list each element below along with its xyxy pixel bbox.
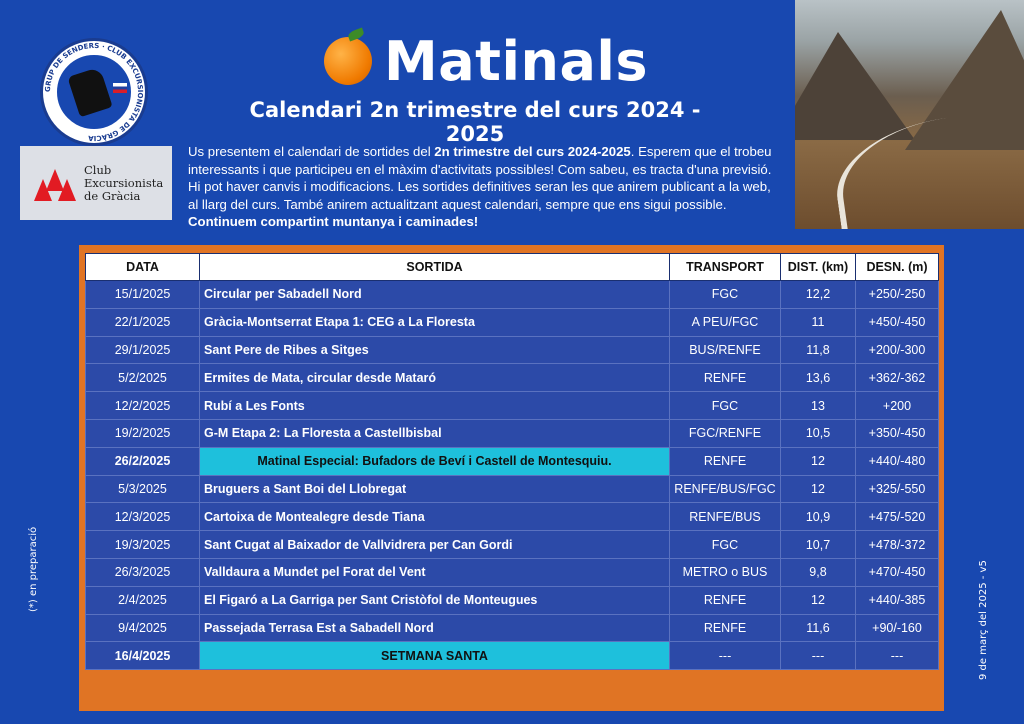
cell-date: 29/1/2025 bbox=[86, 336, 200, 364]
cell-elevation: --- bbox=[856, 642, 939, 670]
cell-distance: 13 bbox=[781, 392, 856, 420]
cell-date: 5/2/2025 bbox=[86, 364, 200, 392]
table-row bbox=[86, 281, 939, 309]
cell-elevation: +475/-520 bbox=[856, 503, 939, 531]
cell-transport: RENFE bbox=[670, 447, 781, 475]
cell-route: Sant Pere de Ribes a Sitges bbox=[200, 336, 670, 364]
cell-transport: RENFE/BUS/FGC bbox=[670, 475, 781, 503]
svg-text:GRUP DE SENDERS · CLUB EXCURSI: GRUP DE SENDERS · CLUB EXCURSIONISTA DE GRÀCIA bbox=[43, 41, 145, 143]
cell-elevation: +200/-300 bbox=[856, 336, 939, 364]
table-row bbox=[86, 336, 939, 364]
cell-route: Valldaura a Mundet pel Forat del Vent bbox=[200, 558, 670, 586]
cell-distance: 10,5 bbox=[781, 419, 856, 447]
col-header-elevation: DESN. (m) bbox=[856, 254, 939, 281]
cell-date: 12/3/2025 bbox=[86, 503, 200, 531]
table-row bbox=[86, 475, 939, 503]
mountain-photo bbox=[795, 0, 1024, 229]
cell-route: SETMANA SANTA bbox=[200, 642, 670, 670]
cell-elevation: +325/-550 bbox=[856, 475, 939, 503]
cell-route: El Figaró a La Garriga per Sant Cristòfol de Monteugues bbox=[200, 586, 670, 614]
cell-date: 19/2/2025 bbox=[86, 419, 200, 447]
cell-date: 15/1/2025 bbox=[86, 281, 200, 309]
cell-date: 9/4/2025 bbox=[86, 614, 200, 642]
cell-distance: 12,2 bbox=[781, 281, 856, 309]
cell-elevation: +362/-362 bbox=[856, 364, 939, 392]
cell-transport: RENFE bbox=[670, 586, 781, 614]
cell-route: Circular per Sabadell Nord bbox=[200, 281, 670, 309]
table-row bbox=[86, 503, 939, 531]
cell-distance: 12 bbox=[781, 475, 856, 503]
cell-date: 22/1/2025 bbox=[86, 308, 200, 336]
version-note: 9 de març del 2025 - v5 bbox=[978, 560, 989, 680]
cell-elevation: +470/-450 bbox=[856, 558, 939, 586]
club-mark-icon bbox=[34, 163, 78, 203]
cell-transport: FGC bbox=[670, 392, 781, 420]
cell-transport: FGC bbox=[670, 531, 781, 559]
cell-elevation: +450/-450 bbox=[856, 308, 939, 336]
cell-route: G-M Etapa 2: La Floresta a Castellbisbal bbox=[200, 419, 670, 447]
preparation-note: (*) en preparació bbox=[28, 526, 39, 612]
cell-distance: 11 bbox=[781, 308, 856, 336]
table-row bbox=[86, 419, 939, 447]
table-row bbox=[86, 531, 939, 559]
cell-distance: 10,7 bbox=[781, 531, 856, 559]
cell-elevation: +440/-385 bbox=[856, 586, 939, 614]
cell-date: 5/3/2025 bbox=[86, 475, 200, 503]
intro-paragraph: Us presentem el calendari de sortides del 2n trimestre del curs 2024-2025. Esperem que el trobeu interessants i que participeu en el màxim d'activitats possibles! Com sabeu, es tracta d'una previsió. Hi pot haver canvis i modificacions. Les sortides definitives seran les que anirem publicant a la web, al llarg del curs. També anirem actualitzant aquest calendari, sempre que ens sigui possible. Continuem compartint muntanya i caminades! bbox=[188, 144, 772, 230]
cell-elevation: +200 bbox=[856, 392, 939, 420]
cell-date: 26/3/2025 bbox=[86, 558, 200, 586]
cell-distance: 12 bbox=[781, 447, 856, 475]
cell-date: 19/3/2025 bbox=[86, 531, 200, 559]
cell-route: Cartoixa de Montealegre desde Tiana bbox=[200, 503, 670, 531]
cell-distance: 13,6 bbox=[781, 364, 856, 392]
cell-route: Rubí a Les Fonts bbox=[200, 392, 670, 420]
cell-transport: METRO o BUS bbox=[670, 558, 781, 586]
cell-route: Passejada Terrasa Est a Sabadell Nord bbox=[200, 614, 670, 642]
club-name: Club Excursionista de Gràcia bbox=[84, 162, 164, 203]
table-row bbox=[86, 586, 939, 614]
cell-distance: 11,8 bbox=[781, 336, 856, 364]
col-header-distance: DIST. (km) bbox=[781, 254, 856, 281]
cell-route: Gràcia-Montserrat Etapa 1: CEG a La Floresta bbox=[200, 308, 670, 336]
cell-date: 26/2/2025 bbox=[86, 447, 200, 475]
cell-distance: 12 bbox=[781, 586, 856, 614]
table-row bbox=[86, 614, 939, 642]
club-logo bbox=[20, 146, 172, 220]
cell-distance: 11,6 bbox=[781, 614, 856, 642]
page-subtitle: Calendari 2n trimestre del curs 2024 - 2025 bbox=[249, 98, 701, 146]
col-header-route: SORTIDA bbox=[200, 254, 670, 281]
cell-route: Matinal Especial: Bufadors de Beví i Castell de Montesquiu. bbox=[200, 447, 670, 475]
cell-transport: RENFE bbox=[670, 614, 781, 642]
cell-transport: FGC bbox=[670, 281, 781, 309]
cell-elevation: +350/-450 bbox=[856, 419, 939, 447]
cell-route: Ermites de Mata, circular desde Mataró bbox=[200, 364, 670, 392]
cell-transport: A PEU/FGC bbox=[670, 308, 781, 336]
cell-transport: --- bbox=[670, 642, 781, 670]
cell-route: Bruguers a Sant Boi del Llobregat bbox=[200, 475, 670, 503]
table-row bbox=[86, 392, 939, 420]
calendar-table bbox=[85, 253, 939, 670]
cell-distance: --- bbox=[781, 642, 856, 670]
cell-distance: 10,9 bbox=[781, 503, 856, 531]
cell-elevation: +90/-160 bbox=[856, 614, 939, 642]
table-header-row bbox=[86, 254, 939, 281]
table-row bbox=[86, 558, 939, 586]
cell-date: 12/2/2025 bbox=[86, 392, 200, 420]
col-header-transport: TRANSPORT bbox=[670, 254, 781, 281]
cell-elevation: +250/-250 bbox=[856, 281, 939, 309]
orange-icon bbox=[324, 37, 372, 85]
cell-date: 2/4/2025 bbox=[86, 586, 200, 614]
table-row bbox=[86, 364, 939, 392]
cell-transport: BUS/RENFE bbox=[670, 336, 781, 364]
page-title: Matinals bbox=[384, 29, 649, 93]
col-header-date: DATA bbox=[86, 254, 200, 281]
table-row bbox=[86, 308, 939, 336]
cell-date: 16/4/2025 bbox=[86, 642, 200, 670]
title-row bbox=[324, 28, 648, 94]
cell-transport: FGC/RENFE bbox=[670, 419, 781, 447]
cell-route: Sant Cugat al Baixador de Vallvidrera per Can Gordi bbox=[200, 531, 670, 559]
table-row bbox=[86, 447, 939, 475]
cell-distance: 9,8 bbox=[781, 558, 856, 586]
calendar-panel bbox=[79, 245, 944, 711]
table-row bbox=[86, 642, 939, 670]
logo-ring-text bbox=[43, 41, 145, 143]
cell-elevation: +478/-372 bbox=[856, 531, 939, 559]
cell-transport: RENFE/BUS bbox=[670, 503, 781, 531]
cell-transport: RENFE bbox=[670, 364, 781, 392]
club-round-logo bbox=[40, 38, 148, 146]
cell-elevation: +440/-480 bbox=[856, 447, 939, 475]
